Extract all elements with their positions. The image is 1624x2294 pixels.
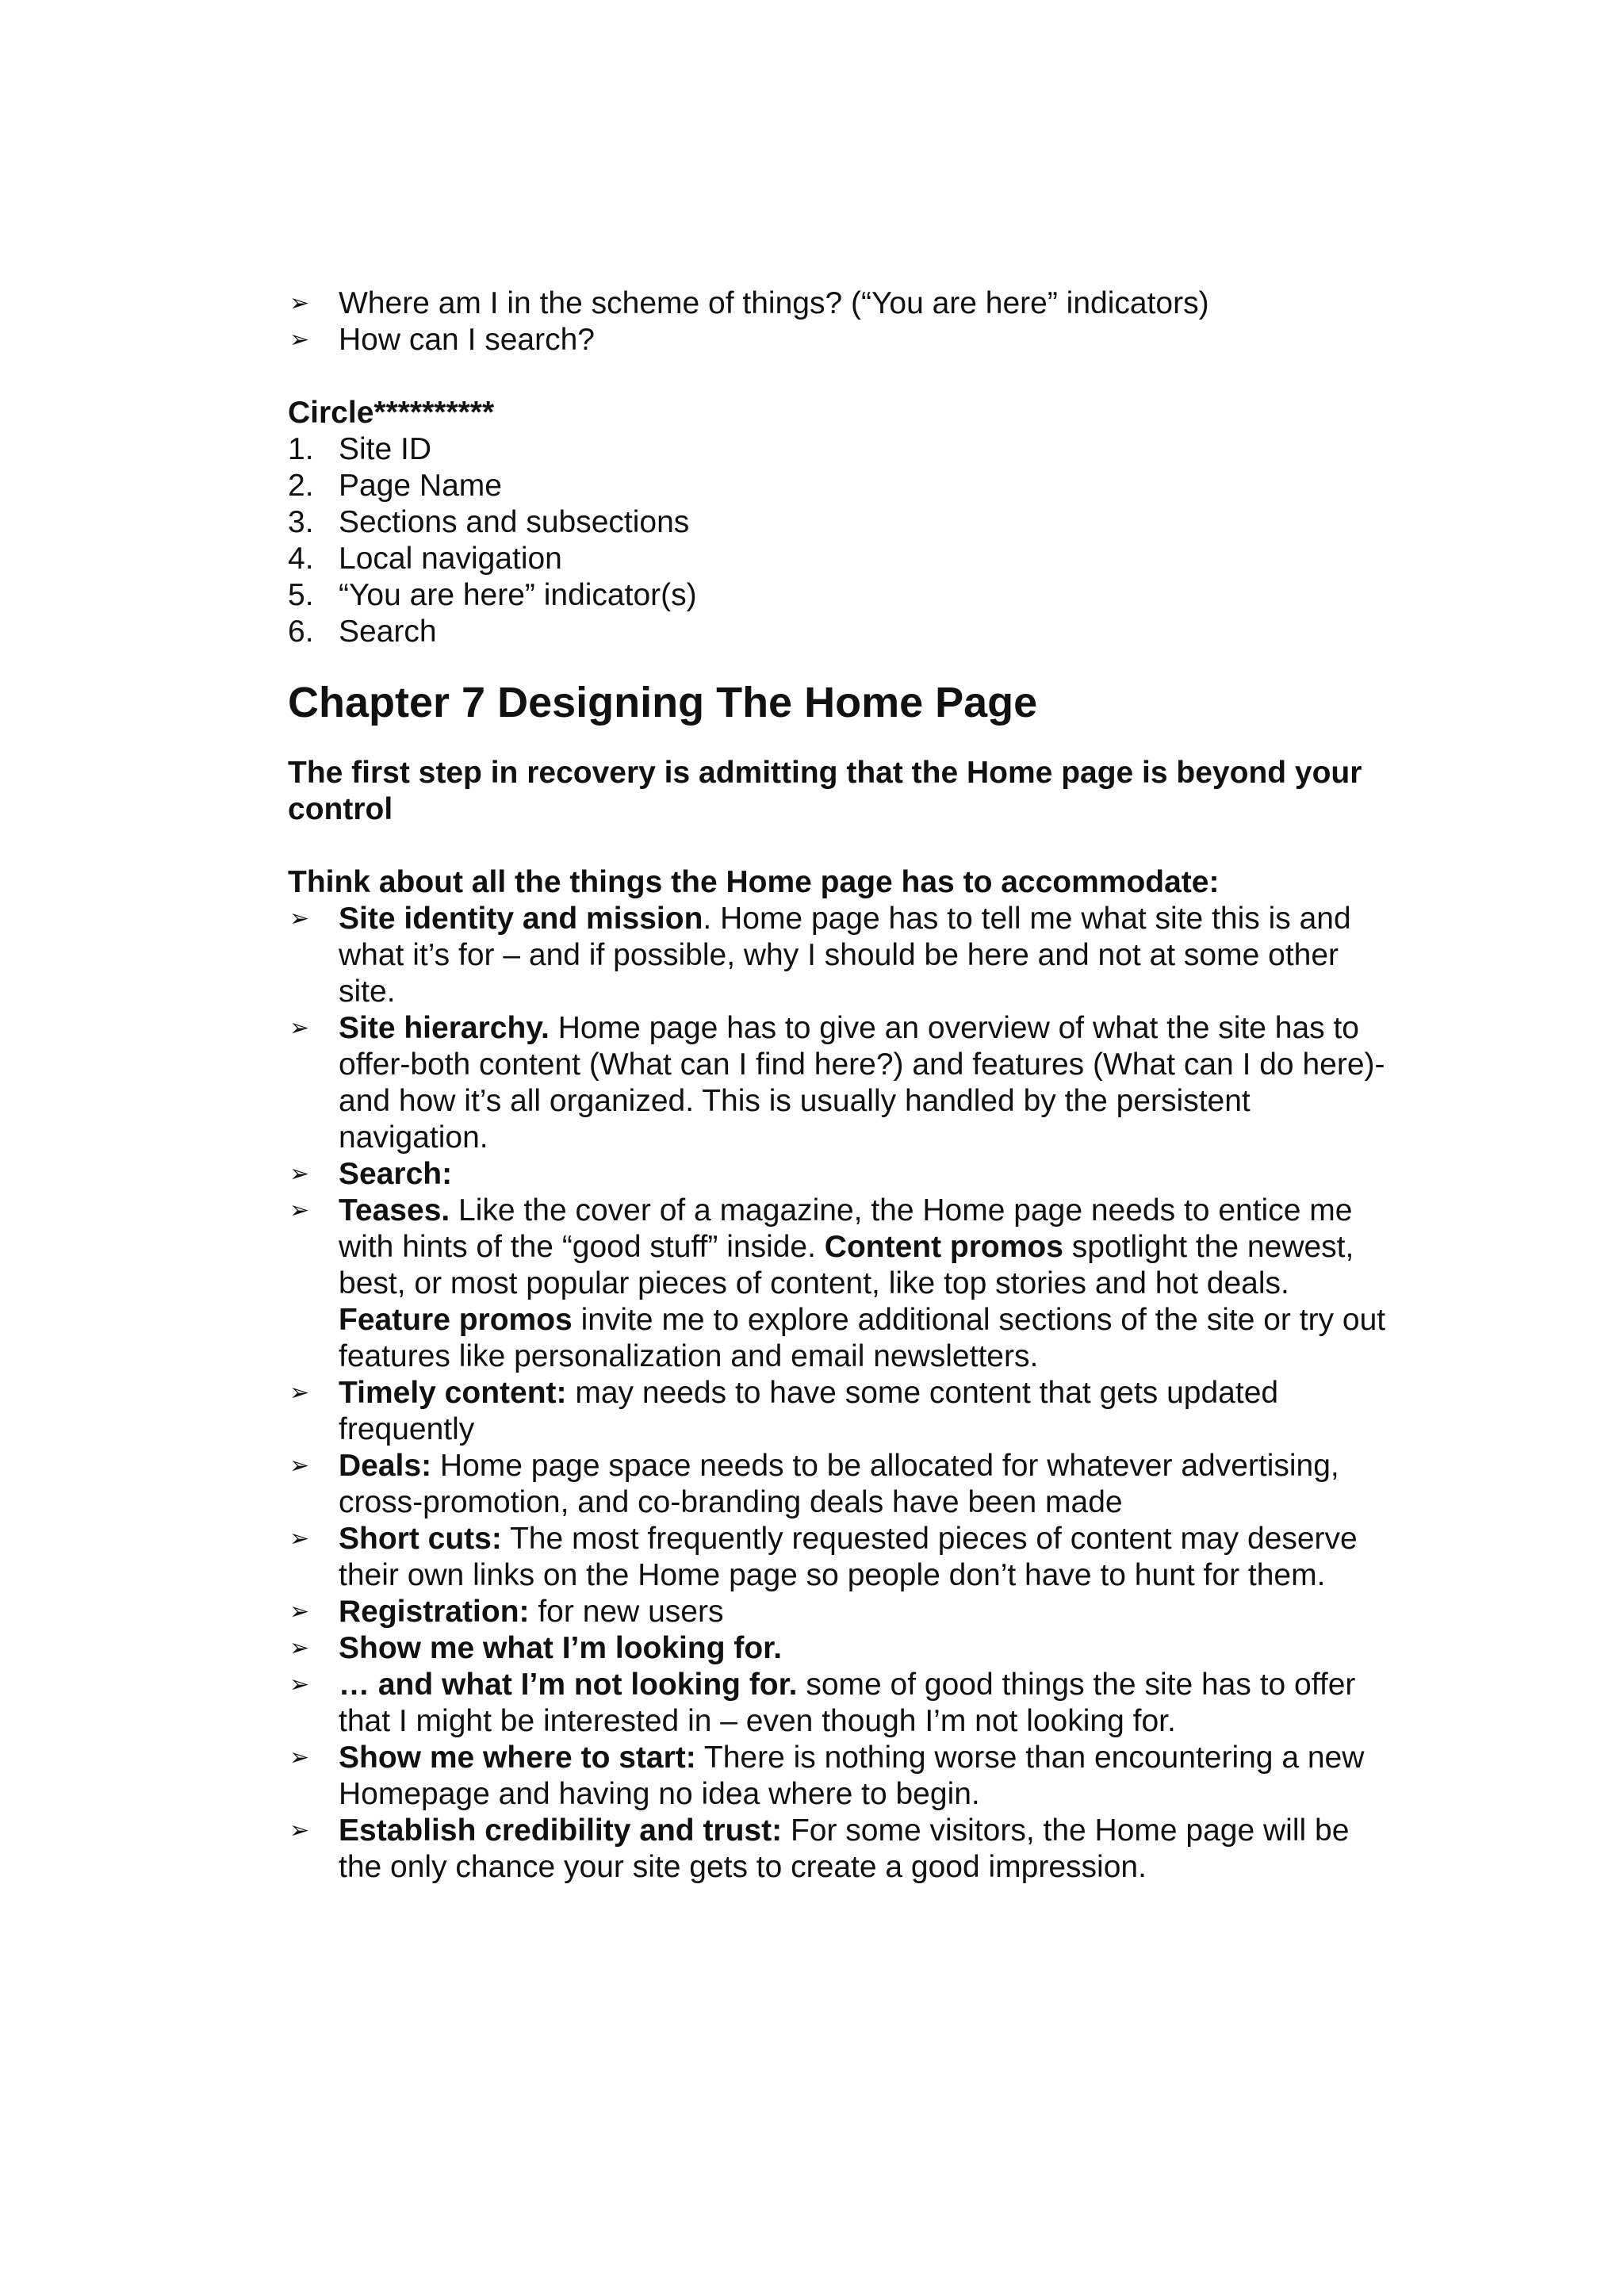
arrow-bullet-icon: ➢: [289, 1525, 310, 1553]
numbered-list: [288, 431, 1398, 650]
arrow-bullet-icon: ➢: [289, 1379, 310, 1407]
item-term: Site hierarchy.: [339, 1011, 550, 1045]
arrow-bullet-icon: ➢: [289, 1634, 310, 1662]
item-description: for new users: [529, 1595, 724, 1629]
item-term: Site identity and mission: [339, 902, 703, 936]
item-text: Local navigation: [339, 542, 562, 576]
list-item: [288, 1521, 1398, 1594]
arrow-bullet-icon: ➢: [289, 1817, 310, 1844]
item-description: Home page space needs to be allocated for whatever advertising, cross-promotion, and co-branding deals have been made: [339, 1449, 1339, 1519]
homepage-needs-list: [288, 901, 1398, 1886]
item-term: Teases.: [339, 1193, 450, 1227]
item-description: spotlight the newest, best, or most popular pieces of content, like top stories and hot deals.: [339, 1230, 1354, 1300]
list-item: [288, 285, 1398, 322]
item-term: Registration:: [339, 1595, 530, 1629]
arrow-bullet-icon: ➢: [289, 289, 310, 317]
list-item: [288, 1667, 1398, 1740]
arrow-bullet-icon: ➢: [289, 1014, 310, 1042]
list-item: [288, 431, 1398, 468]
list-item: [288, 1010, 1398, 1156]
item-description: Like the cover of a magazine, the Home page needs to entice me with hints of the “good stuff” inside.: [339, 1193, 1353, 1264]
list-heading: Think about all the things the Home page has to accommodate:: [288, 865, 1220, 899]
arrow-bullet-icon: ➢: [289, 1452, 310, 1480]
item-text: Page Name: [339, 469, 502, 503]
item-description: . Home page has to tell me what site this is and what it’s for – and if possible, why I should be here and not at some other site.: [339, 902, 1351, 1009]
item-text: Sections and subsections: [339, 505, 690, 539]
intro-statement: The first step in recovery is admitting that the Home page is beyond your control: [288, 756, 1362, 826]
item-term: Deals:: [339, 1449, 432, 1483]
list-item: [288, 468, 1398, 504]
item-term: Search:: [339, 1157, 453, 1191]
list-item: [288, 1375, 1398, 1448]
arrow-bullet-icon: ➢: [289, 326, 310, 354]
chapter-title: Chapter 7 Designing The Home Page: [288, 679, 1038, 726]
item-text: Search: [339, 615, 437, 649]
item-description: Home page has to give an overview of what the site has to offer-both content (What can I find here?) and features (What can I do here)-and how it’s all organized. This is usually handled by the persistent navigation.: [339, 1011, 1385, 1155]
item-term: Show me where to start:: [339, 1741, 696, 1775]
list-item: [288, 1740, 1398, 1813]
list-item: [288, 1813, 1398, 1886]
list-item: [288, 577, 1398, 614]
item-number: 6.: [288, 615, 314, 649]
item-term: Short cuts:: [339, 1522, 502, 1556]
bullet-text: How can I search?: [339, 323, 595, 357]
item-description: some of good things the site has to offer that I might be interested in – even though I’m not looking for.: [339, 1668, 1356, 1738]
item-number: 1.: [288, 432, 314, 466]
arrow-bullet-icon: ➢: [289, 1671, 310, 1698]
list-item: [288, 1193, 1398, 1375]
list-item: [288, 1448, 1398, 1521]
item-description: For some visitors, the Home page will be the only chance your site gets to create a good impression.: [339, 1813, 1350, 1884]
item-text: Site ID: [339, 432, 432, 466]
item-number: 4.: [288, 542, 314, 576]
list-item: [288, 614, 1398, 650]
page-content: [288, 285, 1398, 1886]
arrow-bullet-icon: ➢: [289, 1160, 310, 1188]
item-term: Establish credibility and trust:: [339, 1813, 783, 1848]
list-item: [288, 322, 1398, 358]
arrow-bullet-icon: ➢: [289, 1197, 310, 1224]
arrow-bullet-icon: ➢: [289, 905, 310, 933]
item-number: 3.: [288, 505, 314, 539]
item-text: “You are here” indicator(s): [339, 578, 697, 612]
item-term: … and what I’m not looking for.: [339, 1668, 798, 1702]
item-description: invite me to explore additional sections of the site or try out features like personalization and email newsletters.: [339, 1303, 1386, 1373]
item-term: Timely content:: [339, 1376, 567, 1410]
content-promos-term: Content promos: [824, 1230, 1063, 1264]
item-description: There is nothing worse than encountering a new Homepage and having no idea where to begin.: [339, 1741, 1365, 1811]
list-item: [288, 541, 1398, 577]
list-item: [288, 1630, 1398, 1667]
list-item: [288, 504, 1398, 541]
bullet-text: Where am I in the scheme of things? (“You are here” indicators): [339, 286, 1209, 320]
item-number: 5.: [288, 578, 314, 612]
item-description: may needs to have some content that gets updated frequently: [339, 1376, 1279, 1446]
item-description: The most frequently requested pieces of content may deserve their own links on the Home page so people don’t have to hunt for them.: [339, 1522, 1358, 1592]
item-number: 2.: [288, 469, 314, 503]
feature-promos-term: Feature promos: [339, 1303, 573, 1337]
arrow-bullet-icon: ➢: [289, 1598, 310, 1626]
item-term: Show me what I’m looking for.: [339, 1631, 783, 1665]
list-item: [288, 901, 1398, 1010]
top-bullet-list: [288, 285, 1398, 358]
list-item: [288, 1594, 1398, 1630]
circle-heading: Circle**********: [288, 396, 495, 430]
arrow-bullet-icon: ➢: [289, 1744, 310, 1771]
list-item: [288, 1156, 1398, 1193]
